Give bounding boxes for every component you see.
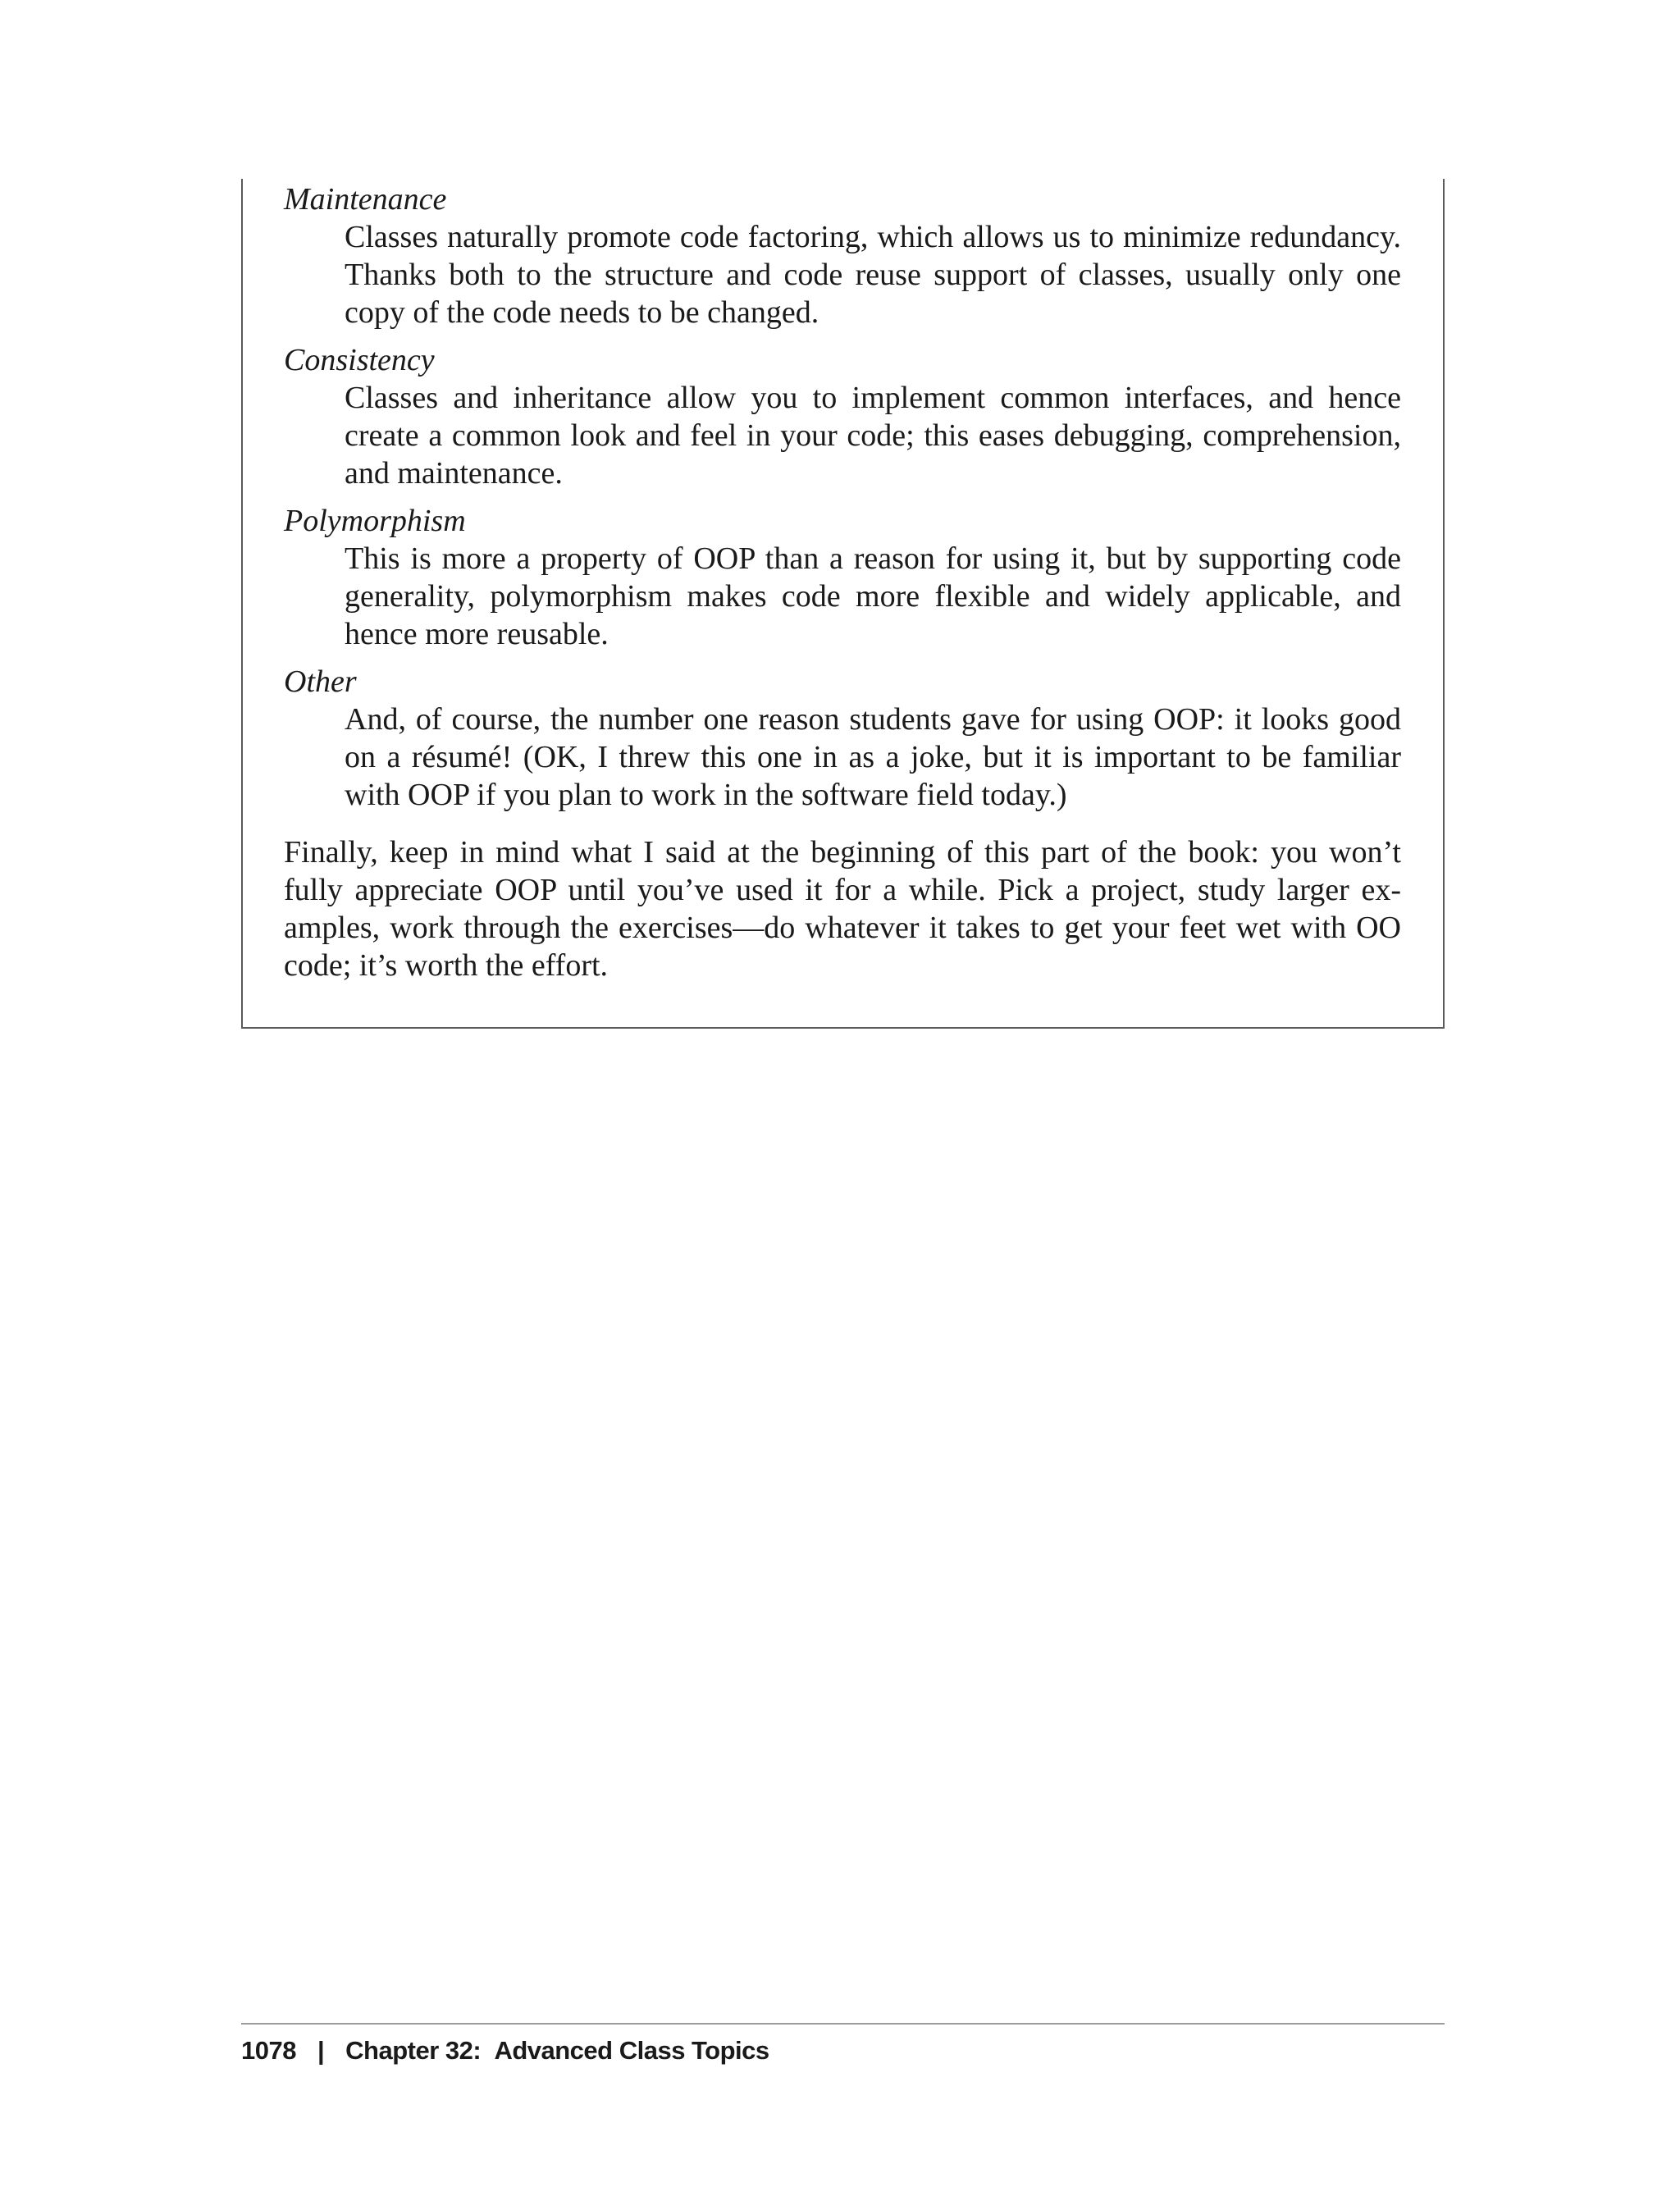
definition-term-other: Other (284, 664, 357, 699)
footer-separator: | (317, 2036, 325, 2065)
definition-body-polymorphism: This is more a property of OOP than a reason for using it, but by supporting code generality, polymorphism makes code more flexible and widely applicable, and hence more reusable. (345, 541, 1401, 651)
definition-body-other: And, of course, the number one reason students gave for using OOP: it looks good on a résumé! (OK, I threw this one in as a joke, but it is important to be familiar with OOP if you plan to work in the software field today.) (345, 702, 1401, 812)
definition-body-consistency: Classes and inheritance allow you to implement common interfaces, and hence create a common look and feel in your code; this eases debugging, comprehension, and maintenance. (345, 381, 1401, 491)
page-footer (241, 2034, 769, 2067)
closing-paragraph: Finally, keep in mind what I said at the beginning of this part of the book: you won’t fully appreciate OOP until you’ve used it for a while. Pick a project, study larger examples, work through the exercises—do whatever it takes to get your feet wet with OO code; it’s worth the effort. (284, 835, 1401, 983)
sidebar-box (241, 179, 1445, 1029)
chapter-label: Chapter 32: (345, 2036, 482, 2065)
definition-list (284, 179, 1401, 814)
sidebar-content (284, 179, 1401, 984)
footer-rule (241, 2023, 1445, 2025)
chapter-title: Advanced Class Topics (494, 2036, 769, 2065)
definition-term-consistency: Consistency (284, 343, 435, 377)
definition-term-maintenance: Maintenance (284, 182, 447, 217)
page-number: 1078 (241, 2036, 296, 2065)
definition-body-maintenance: Classes naturally promote code factoring, which allows us to minimize redundancy. Thanks both to the structure and code reuse support of classes, usually only one copy of the code needs to be changed. (345, 220, 1401, 330)
definition-term-polymorphism: Polymorphism (284, 504, 466, 538)
